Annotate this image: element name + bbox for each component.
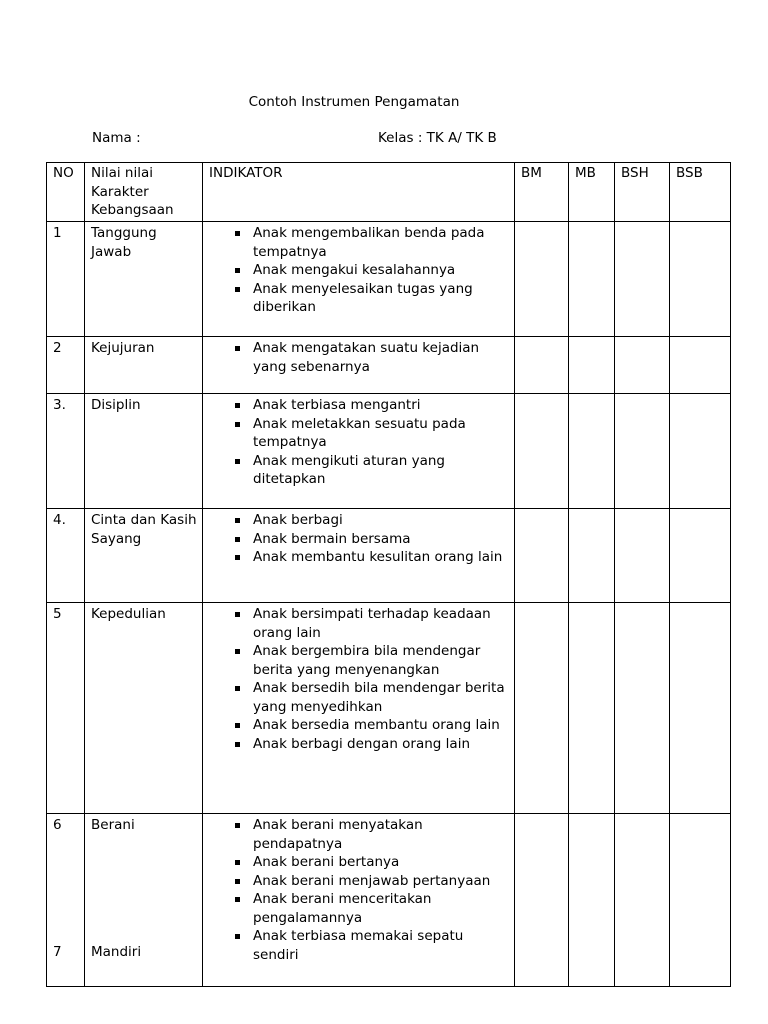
table-row	[47, 337, 731, 394]
cell-mb	[569, 603, 615, 814]
row-no: 4.	[47, 509, 85, 603]
indikator-item: Anak berbagi	[209, 511, 509, 530]
row-nilai: Cinta dan Kasih Sayang	[85, 509, 203, 603]
header-bsb: BSB	[670, 163, 731, 222]
indikator-item: Anak membantu kesulitan orang lain	[209, 548, 509, 567]
document-title: Contoh Instrumen Pengamatan	[248, 94, 460, 110]
cell-mb	[569, 337, 615, 394]
cell-bm	[515, 603, 569, 814]
row-indikator	[203, 814, 515, 987]
cell-bsb	[670, 394, 731, 509]
row-no: 1	[47, 222, 85, 337]
indikator-item: Anak berbagi dengan orang lain	[209, 735, 509, 754]
row-nilai: Kejujuran	[85, 337, 203, 394]
row-nilai-primary: Berani	[91, 817, 135, 833]
row-no-primary: 6	[53, 817, 62, 833]
row-indikator	[203, 509, 515, 603]
row-nilai-secondary: Mandiri	[91, 943, 142, 960]
cell-mb	[569, 814, 615, 987]
row-no: 5	[47, 603, 85, 814]
cell-bm	[515, 222, 569, 337]
row-indikator	[203, 337, 515, 394]
table-row	[47, 509, 731, 603]
cell-bsb	[670, 337, 731, 394]
cell-bsb	[670, 603, 731, 814]
table-header-row	[47, 163, 731, 222]
header-bm: BM	[515, 163, 569, 222]
row-no	[47, 814, 85, 987]
indikator-item: Anak terbiasa memakai sepatu sendiri	[209, 927, 509, 964]
indikator-item: Anak mengembalikan benda pada tempatnya	[209, 224, 509, 261]
cell-bsh	[615, 337, 670, 394]
header-indikator: INDIKATOR	[203, 163, 515, 222]
indikator-item: Anak mengatakan suatu kejadian yang sebenarnya	[209, 339, 509, 376]
nama-label: Nama :	[92, 130, 141, 146]
cell-bsb	[670, 814, 731, 987]
cell-bm	[515, 394, 569, 509]
header-bsh: BSH	[615, 163, 670, 222]
row-no: 3.	[47, 394, 85, 509]
cell-mb	[569, 222, 615, 337]
cell-bsh	[615, 603, 670, 814]
cell-mb	[569, 509, 615, 603]
row-no-secondary: 7	[53, 943, 62, 960]
row-nilai	[85, 814, 203, 987]
header-mb: MB	[569, 163, 615, 222]
indikator-item: Anak berani menceritakan pengalamannya	[209, 890, 509, 927]
indikator-item: Anak meletakkan sesuatu pada tempatnya	[209, 415, 509, 452]
table-row	[47, 394, 731, 509]
row-indikator	[203, 603, 515, 814]
row-nilai: Tanggung Jawab	[85, 222, 203, 337]
cell-bm	[515, 337, 569, 394]
cell-bsh	[615, 222, 670, 337]
indikator-item: Anak mengikuti aturan yang ditetapkan	[209, 452, 509, 489]
row-indikator	[203, 394, 515, 509]
indikator-item: Anak terbiasa mengantri	[209, 396, 509, 415]
indikator-item: Anak bersimpati terhadap keadaan orang lain	[209, 605, 509, 642]
kelas-label: Kelas : TK A/ TK B	[378, 130, 497, 146]
indikator-item: Anak menyelesaikan tugas yang diberikan	[209, 280, 509, 317]
row-nilai: Disiplin	[85, 394, 203, 509]
cell-bm	[515, 814, 569, 987]
indikator-item: Anak berani menyatakan pendapatnya	[209, 816, 509, 853]
header-nilai: Nilai nilai Karakter Kebangsaan	[85, 163, 203, 222]
indikator-item: Anak bersedih bila mendengar berita yang menyedihkan	[209, 679, 509, 716]
observation-table	[46, 162, 731, 987]
cell-bsh	[615, 394, 670, 509]
row-nilai: Kepedulian	[85, 603, 203, 814]
indikator-item: Anak berani menjawab pertanyaan	[209, 872, 509, 891]
table-row	[47, 814, 731, 987]
indikator-item: Anak bermain bersama	[209, 530, 509, 549]
row-indikator	[203, 222, 515, 337]
indikator-item: Anak bersedia membantu orang lain	[209, 716, 509, 735]
indikator-item: Anak berani bertanya	[209, 853, 509, 872]
header-no: NO	[47, 163, 85, 222]
cell-mb	[569, 394, 615, 509]
cell-bsh	[615, 509, 670, 603]
table-row	[47, 222, 731, 337]
cell-bsb	[670, 509, 731, 603]
row-no: 2	[47, 337, 85, 394]
indikator-item: Anak bergembira bila mendengar berita yang menyenangkan	[209, 642, 509, 679]
cell-bsh	[615, 814, 670, 987]
table-row	[47, 603, 731, 814]
cell-bsb	[670, 222, 731, 337]
cell-bm	[515, 509, 569, 603]
indikator-item: Anak mengakui kesalahannya	[209, 261, 509, 280]
